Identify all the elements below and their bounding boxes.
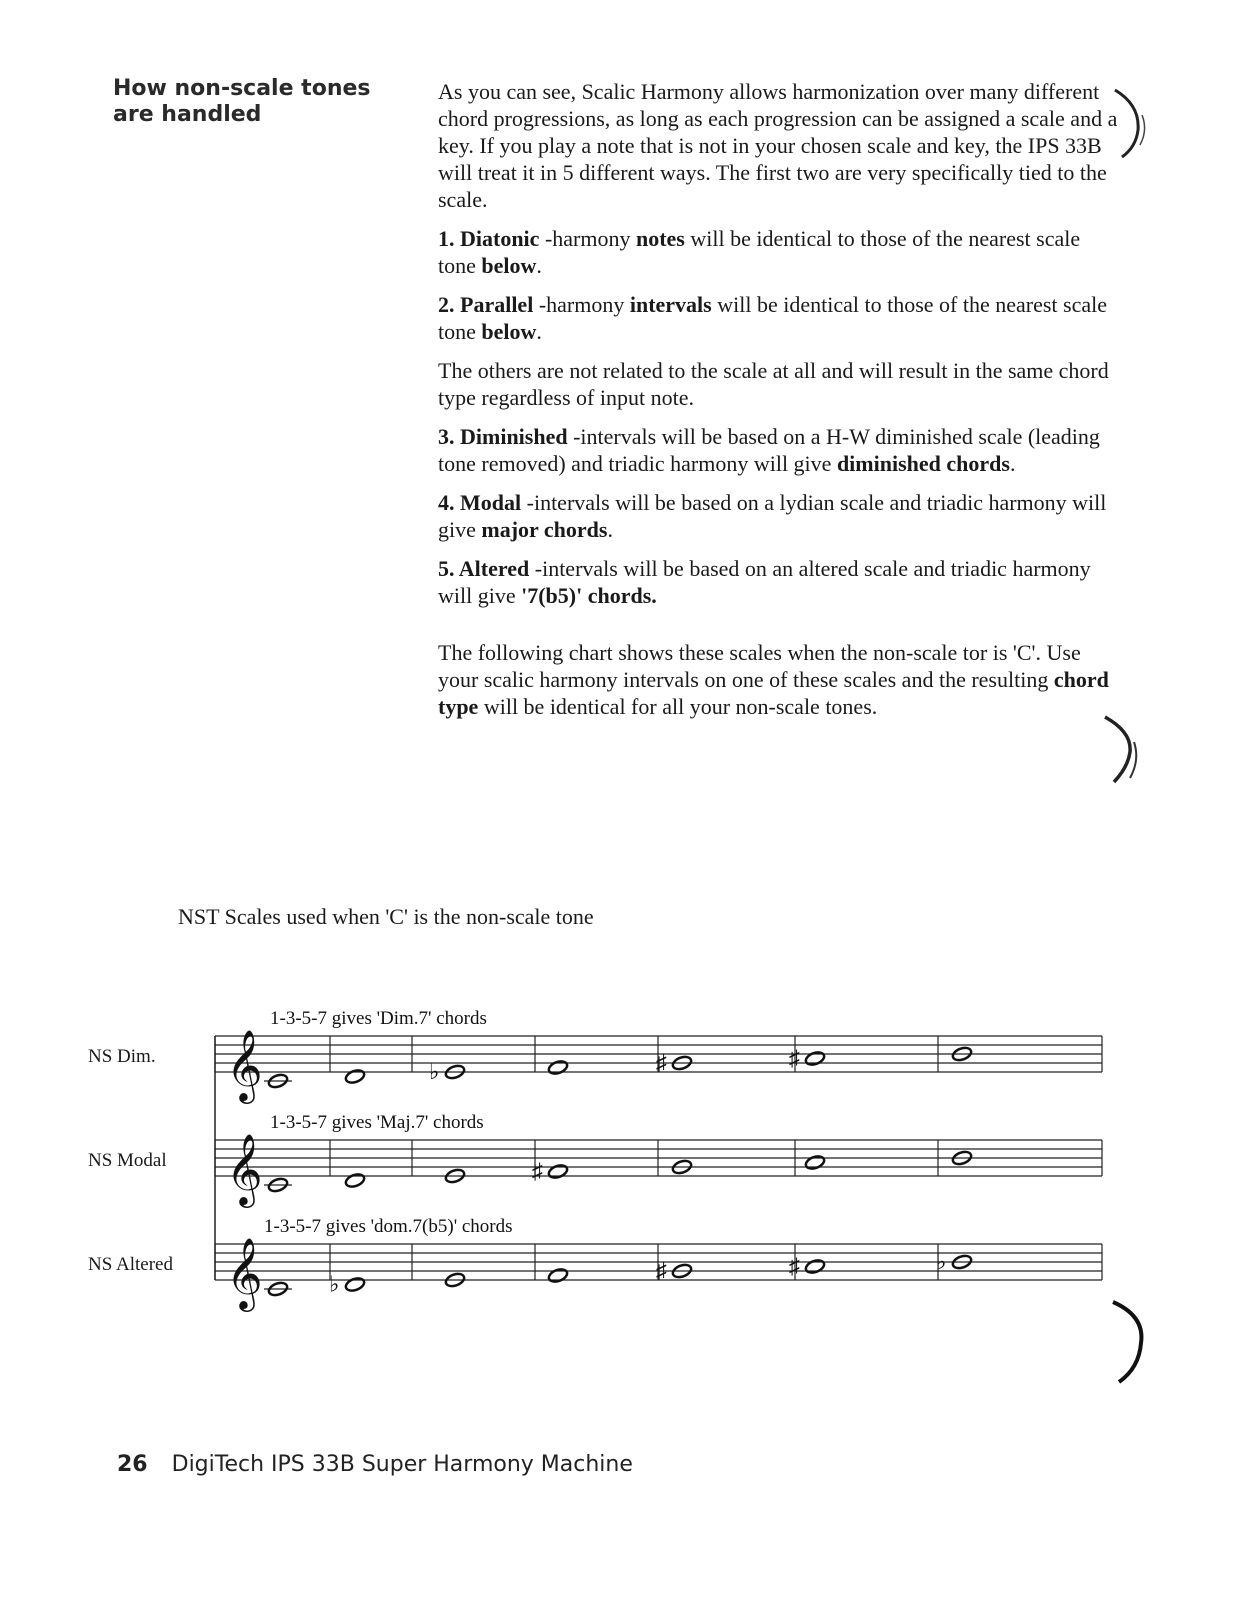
item-name: 2. Parallel (438, 292, 534, 317)
whole-note (671, 1055, 693, 1072)
emphasis-text: intervals (629, 292, 712, 317)
emphasis-text: below (481, 253, 537, 278)
plain-text: The following chart shows these scales when the non-scale tor is 'C'. Use your scalic harmony intervals on one of these scales and the resulting (438, 640, 1081, 692)
sharp-sign-icon: ♯ (656, 1050, 667, 1075)
item-name: 5. Altered (438, 556, 530, 581)
sharp-sign-icon: ♯ (532, 1158, 543, 1184)
handling-item (438, 423, 1118, 477)
whole-note (951, 1046, 973, 1063)
page-number: 26 (117, 1452, 148, 1477)
plain-text: -intervals will be based on a H-W diminished scale (leading tone removed) and triadic harmony will give (438, 424, 1100, 476)
plain-text: -intervals will be based on an altered scale and triadic harmony will give (438, 556, 1091, 608)
item-name: 4. Modal (438, 490, 522, 515)
plain-text: -harmony (544, 226, 636, 251)
whole-note (344, 1276, 366, 1293)
whole-note (444, 1064, 466, 1081)
plain-text: -harmony (538, 292, 630, 317)
flat-sign-icon: ♭ (329, 1271, 340, 1297)
whole-note (804, 1050, 826, 1067)
staff-label-ns-dim: NS Dim. (88, 1046, 156, 1067)
plain-text: -intervals will be based on a lydian scale and triadic harmony will give (438, 490, 1107, 542)
handling-list-nonscale (438, 423, 1118, 609)
item-name: 3. Diminished (438, 424, 568, 449)
whole-note (267, 1073, 289, 1090)
plain-text: . (536, 319, 542, 344)
plain-text: will be identical to those of the nearest scale tone (438, 226, 1081, 278)
sharp-sign-icon: ♯ (789, 1045, 800, 1071)
whole-note (547, 1267, 569, 1284)
section-heading: How non-scale tones are handled (113, 76, 371, 127)
sharp-sign-icon: ♯ (789, 1253, 800, 1279)
flat-sign-icon: ♭ (429, 1059, 440, 1084)
manual-title: DigiTech IPS 33B Super Harmony Machine (171, 1452, 633, 1477)
handling-item (438, 225, 1118, 279)
margin-bracket-top (1110, 85, 1160, 175)
whole-note (267, 1177, 289, 1194)
staff-caption: 1-3-5-7 gives 'Maj.7' chords (270, 1112, 484, 1133)
emphasis-text: '7(b5)' chords. (521, 583, 657, 608)
whole-note (951, 1150, 973, 1167)
chart-intro-paragraph (438, 639, 1118, 720)
chart-title: NST Scales used when 'C' is the non-scale tone (178, 904, 594, 929)
page-footer (117, 1452, 633, 1477)
flat-sign-icon: ♭ (936, 1249, 947, 1274)
emphasis-text: chord type (438, 667, 1109, 719)
plain-text: . (607, 517, 613, 542)
body-text (438, 78, 1118, 732)
whole-note (444, 1168, 466, 1185)
emphasis-text: below (481, 319, 537, 344)
whole-note (444, 1272, 466, 1289)
staff-caption: 1-3-5-7 gives 'dom.7(b5)' chords (264, 1216, 513, 1237)
margin-bracket-bottom (1105, 1298, 1155, 1388)
whole-note (547, 1163, 569, 1180)
intro-paragraph: As you can see, Scalic Harmony allows harmonization over many different chord progressions, as long as each progression can be assigned a scale and a key. If you play a note that is not in your chosen scale and key, the IPS 33B will treat it in 5 different ways. The first two are very specifically tied to the scale. (438, 79, 1118, 212)
handling-item (438, 291, 1118, 345)
whole-note (951, 1254, 973, 1271)
whole-note (547, 1059, 569, 1076)
whole-note (344, 1172, 366, 1189)
emphasis-text: notes (635, 226, 685, 251)
whole-note (804, 1258, 826, 1275)
plain-text: . (1009, 451, 1016, 476)
handling-list-scale (438, 225, 1118, 345)
handling-item (438, 489, 1118, 543)
treble-clef-icon: 𝄞 (226, 1032, 263, 1100)
plain-text: . (536, 253, 542, 278)
plain-text: will be identical to those of the nearest scale tone (438, 292, 1107, 344)
whole-note (267, 1281, 289, 1298)
staff-label-ns-altered: NS Altered (88, 1254, 173, 1275)
handling-item (438, 555, 1118, 609)
margin-bracket-middle (1100, 712, 1150, 802)
treble-clef-icon: 𝄞 (226, 1136, 263, 1204)
emphasis-text: major chords (481, 517, 608, 542)
whole-note (671, 1159, 693, 1176)
staff-label-ns-modal: NS Modal (88, 1150, 167, 1171)
whole-note (804, 1154, 826, 1171)
item-name: 1. Diatonic (438, 226, 540, 251)
treble-clef-icon: 𝄞 (226, 1240, 263, 1308)
whole-note (344, 1068, 366, 1085)
sharp-sign-icon: ♯ (656, 1258, 667, 1283)
plain-text: will be identical for all your non-scale tones. (478, 694, 878, 719)
emphasis-text: diminished chords (836, 451, 1010, 476)
staff-caption: 1-3-5-7 gives 'Dim.7' chords (270, 1008, 487, 1029)
whole-note (671, 1263, 693, 1280)
others-paragraph: The others are not related to the scale at all and will result in the same chord type regardless of input note. (438, 358, 1109, 410)
